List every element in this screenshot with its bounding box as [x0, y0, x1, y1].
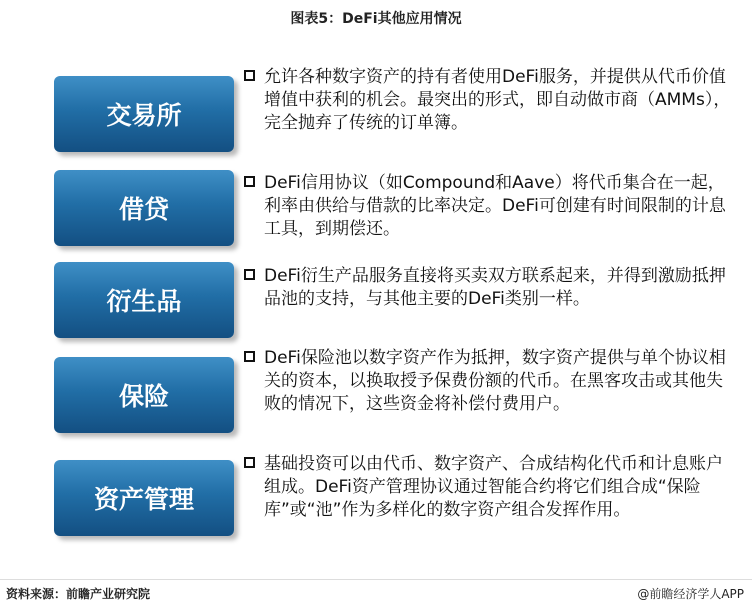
category-box-exchange [54, 76, 234, 152]
description-text: DeFi信用协议（如Compound和Aave）将代币集合在一起，利率由供给与借款的比率决定。DeFi可创建有时间限制的计息工具，到期偿还。 [264, 173, 726, 239]
brand-credit: @前瞻经济学人APP [637, 587, 744, 601]
category-label: 交易所 [106, 101, 182, 130]
description-exchange [244, 66, 736, 135]
category-box-derivatives [54, 262, 234, 338]
checkbox-icon [244, 269, 255, 280]
category-label: 衍生品 [106, 287, 182, 316]
description-text: DeFi衍生产品服务直接将买卖双方联系起来，并得到激励抵押品池的支持，与其他主要的DeFi类别一样。 [264, 266, 726, 309]
category-label: 借贷 [118, 195, 169, 224]
description-text: 基础投资可以由代币、数字资产、合成结构化代币和计息账户组成。DeFi资产管理协议通过智能合约将它们组合成“保险库”或“池”作为多样化的数字资产组合发挥作用。 [264, 454, 723, 520]
description-asset-management [244, 453, 736, 522]
description-lending [244, 172, 736, 241]
description-text: 允许各种数字资产的持有者使用DeFi服务，并提供从代币价值增值中获利的机会。最突出的形式，即自动做市商（AMMs），完全抛弃了传统的订单簿。 [264, 67, 731, 133]
category-label: 资产管理 [93, 485, 194, 514]
description-insurance [244, 347, 736, 416]
checkbox-icon [244, 457, 255, 468]
description-derivatives [244, 265, 736, 311]
category-box-lending [54, 170, 234, 246]
checkbox-icon [244, 176, 255, 187]
category-label: 保险 [118, 382, 169, 411]
source-note: 资料来源：前瞻产业研究院 [6, 587, 151, 601]
checkbox-icon [244, 70, 255, 81]
checkbox-icon [244, 351, 255, 362]
category-box-insurance [54, 357, 234, 433]
footer-divider [0, 579, 752, 580]
figure-title: 图表5：DeFi其他应用情况 [290, 11, 462, 27]
category-box-asset-management [54, 460, 234, 536]
description-text: DeFi保险池以数字资产作为抵押，数字资产提供与单个协议相关的资本，以换取授予保费份额的代币。在黑客攻击或其他失败的情况下，这些资金将补偿付费用户。 [264, 348, 726, 414]
